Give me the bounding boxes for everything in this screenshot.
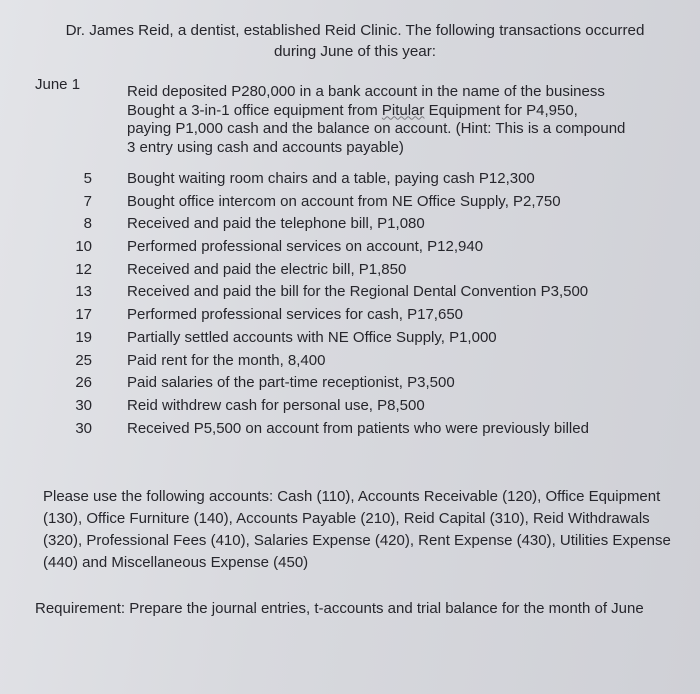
transaction-day: 25 — [75, 351, 92, 369]
transaction-day: 7 — [83, 192, 92, 210]
transaction-text: Paid rent for the month, 8,400 — [127, 351, 326, 369]
transaction-day: 10 — [75, 238, 92, 256]
month-label: June 1 — [35, 76, 81, 93]
first-transaction-line-3: paying P1,000 cash and the balance on account. (Hint: This is a compound — [127, 120, 626, 137]
transaction-day: 12 — [75, 260, 92, 278]
first-transaction-line-2: Bought a 3-in-1 office equipment from Pitular Equipment for P4,950, — [127, 101, 578, 119]
transaction-text: Received and paid the electric bill, P1,850 — [127, 260, 407, 278]
transaction-day: 30 — [75, 396, 92, 414]
transaction-text: Partially settled accounts with NE Office Supply, P1,000 — [127, 328, 497, 346]
problem-title: Dr. James Reid, a dentist, established Reid Clinic. The following transactions occurred during June of this year: — [65, 22, 645, 60]
transaction-text: Reid withdrew cash for personal use, P8,500 — [127, 396, 425, 414]
transaction-day: 19 — [75, 328, 92, 346]
transaction-text: Bought waiting room chairs and a table, paying cash P12,300 — [127, 170, 535, 187]
transaction-day: 30 — [75, 419, 92, 437]
transaction-text: Paid salaries of the part-time receptionist, P3,500 — [127, 374, 455, 392]
transaction-day: 8 — [83, 215, 92, 233]
first-transaction-line-4: 3 entry using cash and accounts payable) — [127, 138, 404, 156]
transaction-day: 17 — [75, 306, 92, 324]
requirement-text: Requirement: Prepare the journal entries, t-accounts and trial balance for the month of June — [35, 600, 644, 617]
accounts-note: Please use the following accounts: Cash (110), Accounts Receivable (120), Office Equipment (130), Office Furniture (140), Accounts Payable (210), Reid Capital (310), Reid Withdrawals (320), Professional Fees (410), Salaries Expense (420), Rent Expense (430), Utilities Expense (440) and Miscellaneous Expense (450) — [43, 488, 671, 571]
transaction-text: Performed professional services on account, P12,940 — [127, 238, 484, 256]
transaction-text: Bought office intercom on account from NE Office Supply, P2,750 — [127, 192, 561, 210]
transaction-text: Received and paid the bill for the Regional Dental Convention P3,500 — [127, 283, 589, 301]
transaction-text: Performed professional services for cash, P17,650 — [127, 306, 463, 324]
vendor-name: Pitular — [381, 101, 425, 119]
transaction-day: 26 — [75, 374, 92, 392]
first-transaction — [127, 83, 667, 157]
transaction-day: 5 — [83, 170, 92, 187]
transaction-text: Received P5,500 on account from patients who were previously billed — [127, 419, 589, 437]
transaction-list — [127, 168, 687, 440]
transaction-day: 13 — [75, 283, 92, 301]
transaction-days — [60, 168, 92, 440]
first-transaction-line-1: Reid deposited P280,000 in a bank account in the name of the business — [127, 83, 605, 100]
transaction-text: Received and paid the telephone bill, P1,080 — [127, 215, 425, 233]
